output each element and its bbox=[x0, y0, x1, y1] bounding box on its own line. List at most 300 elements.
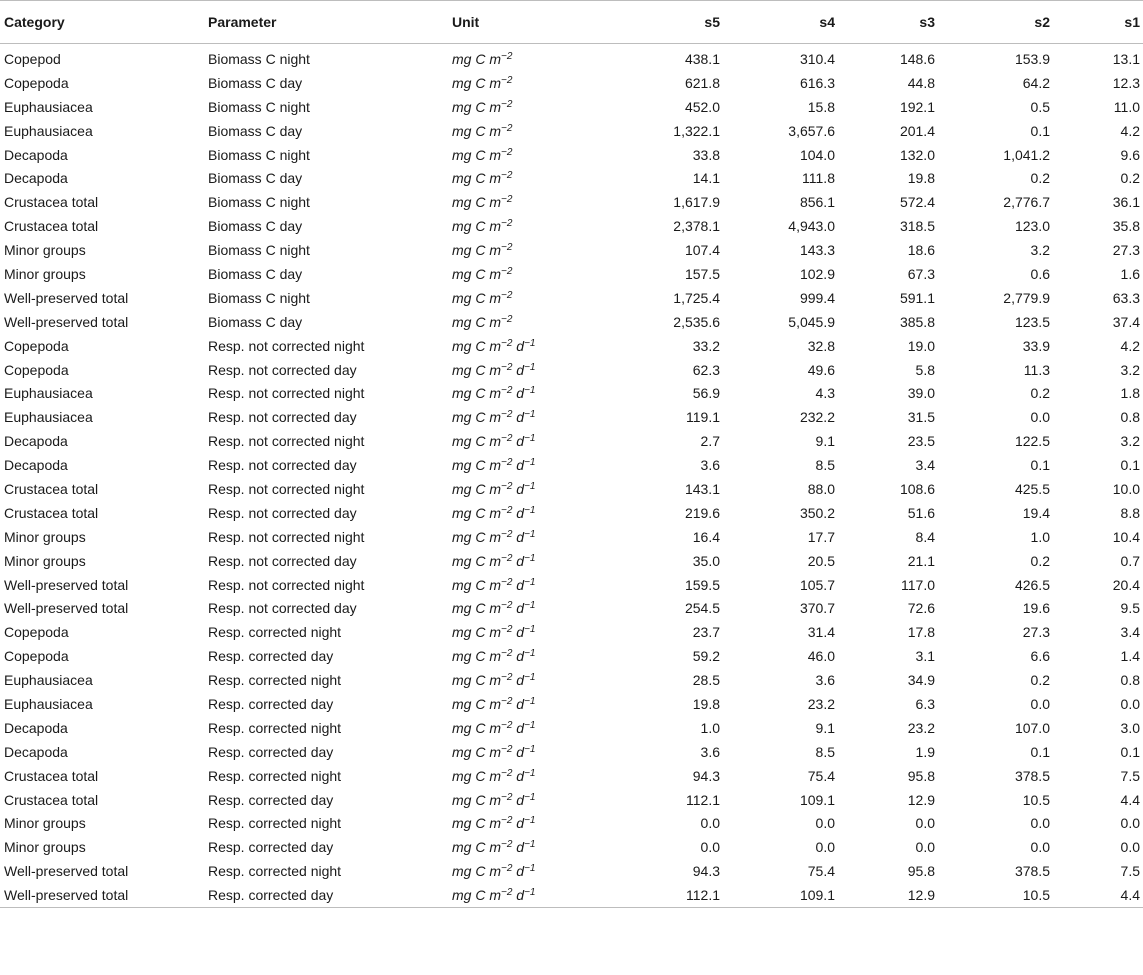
table-row bbox=[0, 596, 1143, 620]
unit-exponent: −2 bbox=[501, 600, 513, 612]
cell-s3: 23.2 bbox=[907, 719, 935, 736]
cell-s2: 122.5 bbox=[1014, 433, 1050, 450]
cell-s5: 621.8 bbox=[684, 74, 720, 91]
cell-s4: 32.8 bbox=[807, 337, 835, 354]
unit-exponent-2: −1 bbox=[524, 791, 536, 803]
cell-s1: 3.4 bbox=[1120, 624, 1140, 641]
cell-s3: 385.8 bbox=[899, 313, 935, 330]
cell-s3: 591.1 bbox=[899, 289, 935, 306]
cell-parameter: Resp. not corrected day bbox=[208, 600, 357, 617]
table-row bbox=[0, 71, 1143, 95]
cell-s3: 67.3 bbox=[907, 265, 935, 282]
cell-category: Euphausiacea bbox=[4, 409, 93, 426]
cell-s2: 6.6 bbox=[1030, 648, 1050, 665]
cell-s3: 23.5 bbox=[907, 433, 935, 450]
table-row bbox=[0, 429, 1143, 453]
cell-unit bbox=[448, 883, 608, 907]
table-row bbox=[0, 525, 1143, 549]
cell-s5: 107.4 bbox=[684, 242, 720, 259]
unit-base: mg C m bbox=[452, 218, 501, 235]
cell-s3: 8.4 bbox=[915, 528, 935, 545]
cell-s2: 0.2 bbox=[1030, 385, 1050, 402]
unit-base-2: d bbox=[512, 887, 525, 904]
unit-exponent: −2 bbox=[501, 122, 513, 134]
unit-exponent: −2 bbox=[501, 815, 513, 827]
unit-base: mg C m bbox=[452, 122, 501, 139]
cell-s1: 4.4 bbox=[1120, 791, 1140, 808]
unit-exponent: −2 bbox=[501, 385, 513, 397]
unit-base: mg C m bbox=[452, 433, 501, 450]
cell-s2: 1.0 bbox=[1030, 528, 1050, 545]
table-row bbox=[0, 716, 1143, 740]
unit-base-2: d bbox=[512, 457, 525, 474]
cell-s5: 3.6 bbox=[700, 457, 720, 474]
table-row bbox=[0, 764, 1143, 788]
unit-exponent: −2 bbox=[501, 409, 513, 421]
cell-category: Minor groups bbox=[4, 552, 86, 569]
cell-s5: 19.8 bbox=[692, 695, 720, 712]
unit-exponent-2: −1 bbox=[524, 743, 536, 755]
cell-s1: 10.4 bbox=[1112, 528, 1140, 545]
cell-s2: 0.0 bbox=[1030, 815, 1050, 832]
cell-s2: 33.9 bbox=[1022, 337, 1050, 354]
header-row bbox=[0, 1, 1143, 44]
cell-category: Minor groups bbox=[4, 265, 86, 282]
cell-category: Euphausiacea bbox=[4, 385, 93, 402]
cell-unit bbox=[448, 788, 608, 812]
unit-exponent: −2 bbox=[501, 863, 513, 875]
cell-s4: 143.3 bbox=[799, 242, 835, 259]
cell-parameter: Resp. corrected day bbox=[208, 695, 334, 712]
unit-base-2: d bbox=[512, 361, 525, 378]
cell-s2: 2,776.7 bbox=[1003, 194, 1050, 211]
table-row bbox=[0, 883, 1143, 907]
cell-s2: 0.2 bbox=[1030, 552, 1050, 569]
cell-s4: 109.1 bbox=[724, 883, 839, 907]
cell-s1: 0.1 bbox=[1120, 743, 1140, 760]
cell-category: Well-preserved total bbox=[0, 883, 204, 907]
unit-exponent-2: −1 bbox=[524, 337, 536, 349]
cell-parameter: Resp. not corrected day bbox=[208, 361, 357, 378]
cell-parameter: Biomass C day bbox=[208, 265, 303, 282]
cell-s5: 143.1 bbox=[684, 480, 720, 497]
cell-s1: 10.0 bbox=[1112, 480, 1140, 497]
table-row bbox=[0, 668, 1143, 692]
cell-s4: 3.6 bbox=[815, 672, 835, 689]
cell-s1: 9.5 bbox=[1120, 600, 1140, 617]
cell-s4: 20.5 bbox=[807, 552, 835, 569]
cell-s1: 8.8 bbox=[1120, 504, 1140, 521]
cell-s5: 33.2 bbox=[692, 337, 720, 354]
header-s2: s2 bbox=[939, 1, 1054, 44]
cell-category: Crustacea total bbox=[4, 218, 99, 235]
unit-exponent-2: −1 bbox=[524, 552, 536, 564]
cell-unit bbox=[448, 477, 608, 501]
cell-s2: 123.0 bbox=[1014, 218, 1050, 235]
cell-unit bbox=[448, 549, 608, 573]
cell-unit bbox=[448, 596, 608, 620]
unit-base-2: d bbox=[512, 791, 525, 808]
cell-s4: 105.7 bbox=[799, 576, 835, 593]
unit-base: mg C m bbox=[452, 170, 501, 187]
cell-s1: 1.6 bbox=[1120, 265, 1140, 282]
table-row bbox=[0, 238, 1143, 262]
cell-parameter: Resp. corrected night bbox=[208, 863, 342, 880]
unit-base: mg C m bbox=[452, 385, 501, 402]
cell-category: Decapoda bbox=[4, 719, 68, 736]
cell-s1: 35.8 bbox=[1112, 218, 1140, 235]
header-s5: s5 bbox=[608, 1, 724, 44]
cell-s5: 35.0 bbox=[692, 552, 720, 569]
table-row bbox=[0, 190, 1143, 214]
cell-s3: 3.1 bbox=[915, 648, 935, 665]
unit-exponent: −2 bbox=[501, 480, 513, 492]
cell-s5: 112.1 bbox=[608, 883, 724, 907]
cell-s4: 232.2 bbox=[799, 409, 835, 426]
cell-s2: 10.5 bbox=[1022, 791, 1050, 808]
table-row bbox=[0, 573, 1143, 597]
cell-s2: 153.9 bbox=[1014, 50, 1050, 67]
cell-s1: 0.2 bbox=[1120, 170, 1140, 187]
cell-s4: 102.9 bbox=[799, 265, 835, 282]
cell-s4: 856.1 bbox=[799, 194, 835, 211]
unit-base-2: d bbox=[512, 743, 525, 760]
table-row bbox=[0, 620, 1143, 644]
cell-category: Copepoda bbox=[4, 361, 69, 378]
unit-base-2: d bbox=[512, 552, 525, 569]
cell-category: Minor groups bbox=[4, 242, 86, 259]
cell-s4: 350.2 bbox=[799, 504, 835, 521]
cell-s2: 0.1 bbox=[1030, 743, 1050, 760]
cell-unit bbox=[448, 71, 608, 95]
cell-s1: 37.4 bbox=[1112, 313, 1140, 330]
cell-s2: 10.5 bbox=[939, 883, 1054, 907]
unit-exponent-2: −1 bbox=[524, 648, 536, 660]
unit-exponent: −2 bbox=[501, 98, 513, 110]
cell-category: Minor groups bbox=[4, 839, 86, 856]
cell-s2: 426.5 bbox=[1014, 576, 1050, 593]
unit-base: mg C m bbox=[452, 313, 501, 330]
header-s1: s1 bbox=[1054, 1, 1143, 44]
unit-base: mg C m bbox=[452, 791, 501, 808]
unit-exponent-2: −1 bbox=[524, 624, 536, 636]
header-unit: Unit bbox=[448, 1, 608, 44]
cell-unit bbox=[448, 143, 608, 167]
unit-base-2: d bbox=[512, 863, 525, 880]
cell-s3: 12.9 bbox=[839, 883, 939, 907]
cell-parameter: Resp. not corrected night bbox=[208, 480, 365, 497]
unit-base: mg C m bbox=[452, 74, 501, 91]
unit-base: mg C m bbox=[452, 265, 501, 282]
cell-parameter: Resp. not corrected day bbox=[208, 457, 357, 474]
cell-s1: 4.2 bbox=[1120, 337, 1140, 354]
unit-exponent: −2 bbox=[501, 624, 513, 636]
cell-s5: 16.4 bbox=[692, 528, 720, 545]
cell-s2: 107.0 bbox=[1014, 719, 1050, 736]
cell-s3: 31.5 bbox=[907, 409, 935, 426]
table-row bbox=[0, 644, 1143, 668]
cell-s4: 3,657.6 bbox=[788, 122, 835, 139]
cell-s4: 999.4 bbox=[799, 289, 835, 306]
unit-base: mg C m bbox=[452, 552, 501, 569]
cell-s1: 20.4 bbox=[1112, 576, 1140, 593]
unit-base-2: d bbox=[512, 839, 525, 856]
cell-s1: 1.8 bbox=[1120, 385, 1140, 402]
cell-s4: 8.5 bbox=[815, 457, 835, 474]
cell-s5: 2,535.6 bbox=[673, 313, 720, 330]
cell-unit bbox=[448, 238, 608, 262]
cell-unit bbox=[448, 166, 608, 190]
table-row bbox=[0, 812, 1143, 836]
unit-base: mg C m bbox=[452, 648, 501, 665]
cell-s2: 378.5 bbox=[1014, 767, 1050, 784]
cell-s4: 4.3 bbox=[815, 385, 835, 402]
cell-s1: 7.5 bbox=[1120, 863, 1140, 880]
cell-s3: 19.8 bbox=[907, 170, 935, 187]
cell-s5: 1,617.9 bbox=[673, 194, 720, 211]
unit-base: mg C m bbox=[452, 50, 501, 67]
cell-s5: 1.0 bbox=[700, 719, 720, 736]
cell-parameter: Biomass C day bbox=[208, 313, 303, 330]
cell-category: Euphausiacea bbox=[4, 672, 93, 689]
cell-s2: 425.5 bbox=[1014, 480, 1050, 497]
cell-s2: 0.0 bbox=[1030, 695, 1050, 712]
cell-s4: 75.4 bbox=[807, 863, 835, 880]
unit-base: mg C m bbox=[452, 887, 501, 904]
table-row bbox=[0, 692, 1143, 716]
cell-parameter: Biomass C night bbox=[208, 50, 310, 67]
cell-unit bbox=[448, 859, 608, 883]
unit-exponent: −2 bbox=[501, 170, 513, 182]
cell-category: Well-preserved total bbox=[4, 863, 129, 880]
unit-exponent-2: −1 bbox=[524, 672, 536, 684]
cell-s4: 0.0 bbox=[815, 815, 835, 832]
cell-category: Euphausiacea bbox=[4, 695, 93, 712]
cell-unit bbox=[448, 740, 608, 764]
cell-parameter: Resp. not corrected night bbox=[208, 337, 365, 354]
unit-base-2: d bbox=[512, 504, 525, 521]
cell-unit bbox=[448, 190, 608, 214]
unit-base: mg C m bbox=[452, 839, 501, 856]
unit-exponent: −2 bbox=[501, 791, 513, 803]
cell-s5: 452.0 bbox=[684, 98, 720, 115]
table-row bbox=[0, 835, 1143, 859]
unit-exponent: −2 bbox=[501, 767, 513, 779]
cell-s2: 0.1 bbox=[1030, 122, 1050, 139]
cell-s4: 31.4 bbox=[807, 624, 835, 641]
cell-parameter: Biomass C night bbox=[208, 98, 310, 115]
table-row bbox=[0, 310, 1143, 334]
unit-base: mg C m bbox=[452, 576, 501, 593]
cell-s5: 1,725.4 bbox=[673, 289, 720, 306]
unit-exponent: −2 bbox=[501, 457, 513, 469]
table-row bbox=[0, 740, 1143, 764]
cell-parameter: Biomass C night bbox=[208, 194, 310, 211]
cell-unit bbox=[448, 44, 608, 71]
table-row bbox=[0, 358, 1143, 382]
cell-s1: 0.8 bbox=[1120, 409, 1140, 426]
cell-s2: 0.6 bbox=[1030, 265, 1050, 282]
unit-exponent-2: −1 bbox=[524, 433, 536, 445]
cell-s1: 36.1 bbox=[1112, 194, 1140, 211]
cell-s2: 1,041.2 bbox=[1003, 146, 1050, 163]
cell-category: Decapoda bbox=[4, 146, 68, 163]
unit-base: mg C m bbox=[452, 337, 501, 354]
cell-s5: 157.5 bbox=[684, 265, 720, 282]
cell-s2: 19.6 bbox=[1022, 600, 1050, 617]
table-row bbox=[0, 381, 1143, 405]
cell-category: Euphausiacea bbox=[4, 98, 93, 115]
cell-s2: 11.3 bbox=[1023, 361, 1050, 378]
cell-parameter: Resp. not corrected day bbox=[208, 552, 357, 569]
cell-s3: 17.8 bbox=[907, 624, 935, 641]
table-body bbox=[0, 44, 1143, 908]
cell-unit bbox=[448, 764, 608, 788]
unit-base-2: d bbox=[512, 337, 525, 354]
cell-unit bbox=[448, 429, 608, 453]
unit-exponent: −2 bbox=[501, 504, 513, 516]
cell-s3: 3.4 bbox=[915, 457, 935, 474]
cell-parameter: Resp. corrected night bbox=[208, 624, 342, 641]
cell-category: Crustacea total bbox=[4, 791, 99, 808]
unit-base: mg C m bbox=[452, 480, 501, 497]
cell-s2: 0.5 bbox=[1030, 98, 1050, 115]
unit-base: mg C m bbox=[452, 672, 501, 689]
cell-s3: 21.1 bbox=[907, 552, 935, 569]
cell-unit bbox=[448, 381, 608, 405]
cell-parameter: Resp. not corrected night bbox=[208, 528, 365, 545]
unit-exponent: −2 bbox=[501, 839, 513, 851]
cell-parameter: Biomass C day bbox=[208, 170, 303, 187]
cell-parameter: Resp. not corrected night bbox=[208, 576, 365, 593]
cell-s3: 39.0 bbox=[907, 385, 935, 402]
cell-s4: 46.0 bbox=[807, 648, 835, 665]
unit-exponent-2: −1 bbox=[524, 528, 536, 540]
cell-s4: 370.7 bbox=[799, 600, 835, 617]
table-row bbox=[0, 166, 1143, 190]
cell-category: Crustacea total bbox=[4, 194, 99, 211]
cell-s3: 34.9 bbox=[907, 672, 935, 689]
unit-base-2: d bbox=[512, 528, 525, 545]
unit-exponent-2: −1 bbox=[524, 457, 536, 469]
cell-s2: 19.4 bbox=[1022, 504, 1050, 521]
unit-base: mg C m bbox=[452, 863, 501, 880]
unit-exponent: −2 bbox=[501, 552, 513, 564]
cell-unit bbox=[448, 358, 608, 382]
cell-s1: 3.2 bbox=[1120, 361, 1140, 378]
unit-exponent-2: −1 bbox=[524, 504, 536, 516]
cell-parameter: Resp. corrected day bbox=[208, 743, 334, 760]
cell-s1: 4.4 bbox=[1054, 883, 1143, 907]
cell-s2: 27.3 bbox=[1022, 624, 1050, 641]
unit-exponent: −2 bbox=[501, 887, 513, 899]
cell-s3: 132.0 bbox=[899, 146, 935, 163]
cell-s5: 33.8 bbox=[692, 146, 720, 163]
table-row bbox=[0, 501, 1143, 525]
cell-s5: 3.6 bbox=[700, 743, 720, 760]
table-row bbox=[0, 286, 1143, 310]
cell-category: Copepoda bbox=[4, 337, 69, 354]
unit-exponent-2: −1 bbox=[524, 815, 536, 827]
unit-exponent-2: −1 bbox=[524, 409, 536, 421]
cell-category: Decapoda bbox=[4, 433, 68, 450]
cell-category: Copepoda bbox=[4, 624, 69, 641]
cell-s4: 4,943.0 bbox=[788, 218, 835, 235]
cell-s3: 72.6 bbox=[907, 600, 935, 617]
cell-category: Decapoda bbox=[4, 457, 68, 474]
cell-parameter: Resp. corrected day bbox=[204, 883, 448, 907]
cell-s4: 88.0 bbox=[807, 480, 835, 497]
unit-base-2: d bbox=[512, 433, 525, 450]
header-s3: s3 bbox=[839, 1, 939, 44]
cell-s2: 123.5 bbox=[1014, 313, 1050, 330]
cell-unit bbox=[448, 573, 608, 597]
cell-category: Crustacea total bbox=[4, 504, 99, 521]
unit-base-2: d bbox=[512, 409, 525, 426]
cell-s3: 0.0 bbox=[915, 815, 935, 832]
unit-base-2: d bbox=[512, 719, 525, 736]
unit-exponent-2: −1 bbox=[524, 600, 536, 612]
cell-s4: 49.6 bbox=[807, 361, 835, 378]
cell-s5: 159.5 bbox=[684, 576, 720, 593]
unit-base-2: d bbox=[512, 767, 525, 784]
unit-base: mg C m bbox=[452, 624, 501, 641]
cell-s1: 0.0 bbox=[1120, 815, 1140, 832]
unit-exponent: −2 bbox=[501, 50, 513, 62]
cell-s4: 9.1 bbox=[815, 433, 835, 450]
unit-exponent: −2 bbox=[501, 695, 513, 707]
unit-base: mg C m bbox=[452, 600, 501, 617]
cell-s3: 0.0 bbox=[915, 839, 935, 856]
unit-base: mg C m bbox=[452, 695, 501, 712]
table-row bbox=[0, 453, 1143, 477]
cell-s4: 8.5 bbox=[815, 743, 835, 760]
cell-unit bbox=[448, 644, 608, 668]
unit-base-2: d bbox=[512, 672, 525, 689]
unit-exponent-2: −1 bbox=[524, 863, 536, 875]
cell-unit bbox=[448, 525, 608, 549]
cell-category: Euphausiacea bbox=[4, 122, 93, 139]
cell-s5: 28.5 bbox=[692, 672, 720, 689]
unit-base: mg C m bbox=[452, 361, 501, 378]
cell-s5: 56.9 bbox=[692, 385, 720, 402]
cell-s2: 378.5 bbox=[1014, 863, 1050, 880]
table-row bbox=[0, 262, 1143, 286]
cell-s3: 18.6 bbox=[907, 242, 935, 259]
cell-parameter: Resp. corrected day bbox=[208, 648, 334, 665]
cell-s5: 219.6 bbox=[684, 504, 720, 521]
cell-s5: 0.0 bbox=[700, 839, 720, 856]
cell-s2: 0.2 bbox=[1030, 672, 1050, 689]
cell-s5: 438.1 bbox=[684, 50, 720, 67]
unit-exponent: −2 bbox=[501, 265, 513, 277]
unit-base: mg C m bbox=[452, 767, 501, 784]
cell-s5: 119.1 bbox=[686, 409, 720, 426]
cell-parameter: Resp. not corrected night bbox=[208, 385, 365, 402]
table-row bbox=[0, 549, 1143, 573]
unit-exponent: −2 bbox=[501, 743, 513, 755]
cell-unit bbox=[448, 716, 608, 740]
cell-s2: 64.2 bbox=[1022, 74, 1050, 91]
cell-s2: 0.1 bbox=[1030, 457, 1050, 474]
cell-s3: 6.3 bbox=[915, 695, 935, 712]
cell-unit bbox=[448, 119, 608, 143]
cell-s4: 23.2 bbox=[807, 695, 835, 712]
cell-s5: 94.3 bbox=[692, 863, 720, 880]
cell-s3: 12.9 bbox=[907, 791, 935, 808]
unit-exponent: −2 bbox=[501, 313, 513, 325]
cell-unit bbox=[448, 286, 608, 310]
